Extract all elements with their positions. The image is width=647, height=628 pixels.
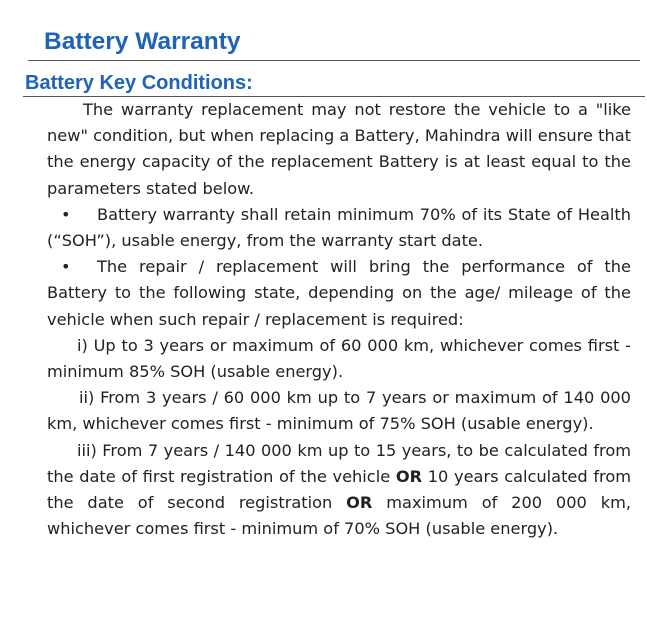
or-emphasis: OR [395, 466, 423, 486]
section-heading: Battery Key Conditions: [25, 72, 253, 94]
condition-item-iii [47, 438, 631, 543]
page-title: Battery Warranty [44, 28, 241, 55]
title-bar [28, 14, 640, 61]
bullet-text: Battery warranty shall retain minimum 70% of its State of Health (“SOH”), usable energy, from the warranty start date. [47, 204, 631, 251]
or-emphasis: OR [346, 493, 373, 513]
condition-item-i: i) Up to 3 years or maximum of 60 000 km, whichever comes first - minimum 85% SOH (usable energy). [47, 335, 631, 382]
condition-text: iii) From 7 years / 140 000 km up to 15 years, to be calculated from the date of first registration of the vehicle [47, 440, 631, 486]
condition-text: maximum of 200 000 km, whichever comes first - minimum of 70% SOH (usable energy). [47, 493, 631, 539]
condition-item-ii: ii) From 3 years / 60 000 km up to 7 years or maximum of 140 000 km, whichever comes first - minimum of 75% SOH (usable energy). [47, 388, 631, 434]
bullet-marker: • [61, 204, 71, 224]
bullet-item [47, 202, 631, 254]
document-body [47, 97, 631, 542]
bullet-item [47, 254, 631, 333]
bullet-marker: • [61, 257, 71, 277]
bullet-text: The repair / replacement will bring the performance of the Battery to the following state, depending on the age/ mileage of the vehicle when such repair / replacement is required: [47, 257, 631, 329]
condition-text: 10 years calculated from the date of second registration [47, 466, 632, 513]
intro-paragraph: The warranty replacement may not restore the vehicle to a "like new" condition, but when replacing a Battery, Mahindra will ensure that the energy capacity of the replacement Battery is at least equal to the parameters stated below. [47, 100, 631, 198]
